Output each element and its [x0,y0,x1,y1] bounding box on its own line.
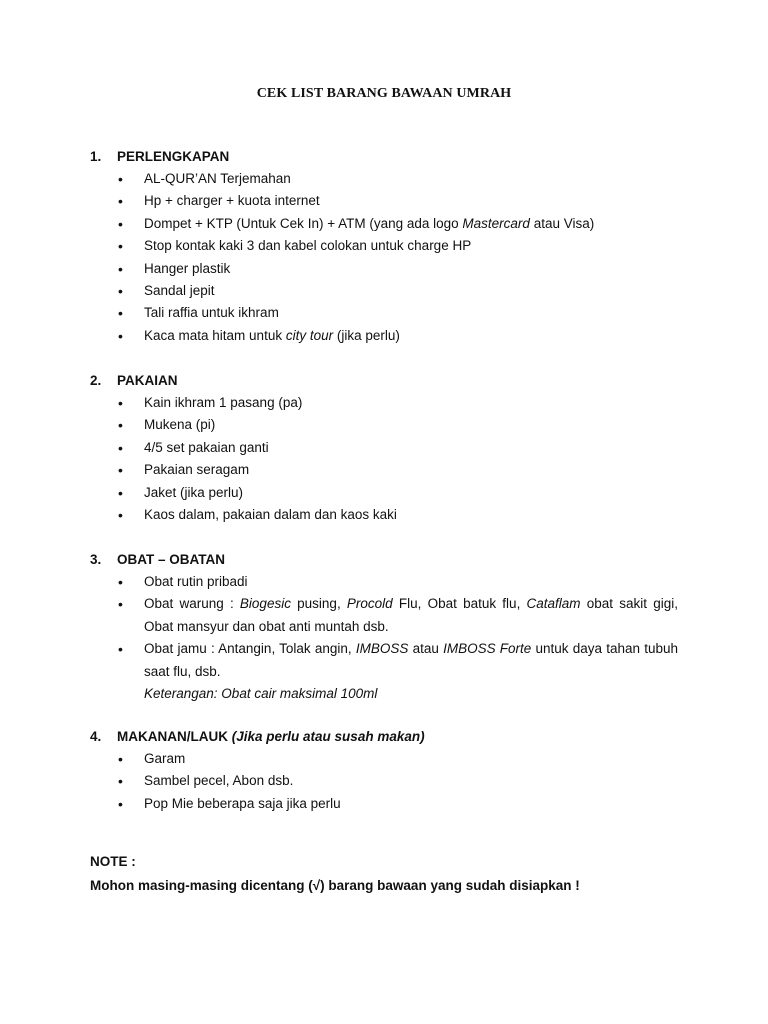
section-title: PERLENGKAPAN [117,149,230,164]
page-title: CEK LIST BARANG BAWAAN UMRAH [256,86,512,101]
item-text-italic: IMBOSS Forte [443,641,532,657]
list-item [90,325,690,347]
section-heading [90,549,690,571]
bullet-icon: • [118,574,123,590]
bullet-icon: • [118,596,123,613]
item-list [90,571,690,705]
list-item [90,414,690,436]
item-text: Dompet + KTP (Untuk Cek In) + ATM (yang ada logo [144,215,463,231]
item-text-italic: Cataflam [526,596,581,612]
bullet-icon: • [118,795,123,812]
list-item [90,168,690,190]
item-text: AL-QUR’AN Terjemahan [144,171,291,186]
section-number: 3. [90,552,102,567]
item-text: Tali raffia untuk ikhram [144,305,279,321]
note-text: Mohon masing-masing dicentang (√) barang bawaan yang sudah disiapkan ! [90,878,580,893]
item-text: Stop kontak kaki 3 dan kabel colokan untuk charge HP [144,238,472,254]
bullet-icon: • [118,283,123,300]
item-text: atau [408,641,444,657]
item-note: Keterangan: Obat cair maksimal 100ml [144,686,378,702]
bullet-icon: • [118,751,123,767]
section-number: 1. [90,149,102,164]
list-item [90,437,690,459]
list-item [90,213,690,235]
item-text: Obat warung : [144,596,240,612]
section-number: 2. [90,373,102,388]
item-text: 4/5 set pakaian ganti [144,439,269,455]
item-text: Mukena (pi) [144,417,216,433]
item-text: atau Visa) [529,215,595,231]
item-text: Pakaian seragam [144,462,250,478]
item-list [90,168,690,347]
item-text: Hp + charger + kuota internet [144,193,320,209]
item-text: pusing, [290,596,347,612]
bullet-icon: • [118,305,123,322]
bullet-icon: • [118,395,123,411]
list-item [90,793,690,815]
item-text: Kaos dalam, pakaian dalam dan kaos kaki [144,507,397,523]
item-text: Kaca mata hitam untuk [144,327,286,343]
list-item [90,638,690,705]
section-heading [90,726,690,748]
section-heading-note: (Jika perlu atau susah makan) [231,729,425,744]
item-text: untuk daya tahan tubuh saat flu, dsb. [144,641,678,679]
section-makanan-lauk [90,726,690,815]
bullet-icon: • [118,260,123,277]
item-text: Hanger plastik [144,260,231,276]
bullet-icon: • [118,773,123,790]
item-text-italic: city tour [285,327,334,343]
section-pakaian [90,370,690,526]
item-text-italic: Mastercard [462,215,530,231]
note-block [90,850,710,898]
bullet-icon: • [118,327,123,344]
list-item [90,280,690,302]
item-text: Flu, Obat batuk flu, [392,596,527,612]
list-item [90,235,690,257]
list-item [90,593,690,638]
bullet-icon: • [118,238,123,255]
list-item [90,504,690,526]
list-item [90,258,690,280]
item-text: Kain ikhram 1 pasang (pa) [144,395,303,410]
bullet-icon: • [118,507,123,524]
bullet-icon: • [118,417,123,434]
item-text-italic: IMBOSS [355,641,409,657]
item-text: Sambel pecel, Abon dsb. [144,773,294,789]
section-number: 4. [90,729,102,744]
list-item [90,392,690,414]
section-perlengkapan [90,146,690,347]
section-heading [90,146,690,168]
list-item [90,748,690,770]
item-text: obat sakit gigi, Obat mansyur dan obat anti muntah dsb. [144,596,678,634]
section-title: PAKAIAN [117,373,178,388]
list-item [90,770,690,792]
item-text-italic: Procold [346,596,393,612]
note-label: NOTE : [90,854,136,869]
list-item [90,459,690,481]
section-title: MAKANAN/LAUK [117,729,228,744]
list-item [90,190,690,212]
item-list [90,748,690,815]
item-text: (jika perlu) [333,327,400,343]
bullet-icon: • [118,193,123,210]
section-title: OBAT – OBATAN [117,552,225,567]
bullet-icon: • [118,484,123,501]
item-text: Jaket (jika perlu) [144,484,244,500]
item-text: Garam [144,751,186,766]
item-text: Obat jamu : Antangin, Tolak angin, [144,641,356,657]
list-item [90,482,690,504]
item-text: Sandal jepit [144,283,215,299]
list-item [90,302,690,324]
bullet-icon: • [118,439,123,456]
item-text-italic: Biogesic [239,596,291,612]
bullet-icon: • [118,215,123,232]
bullet-icon: • [118,641,123,658]
section-heading [90,370,690,392]
item-list [90,392,690,526]
bullet-icon: • [118,462,123,479]
section-obat-obatan [90,549,690,705]
bullet-icon: • [118,171,123,187]
item-text: Pop Mie beberapa saja jika perlu [144,795,341,811]
item-text: Obat rutin pribadi [144,574,248,589]
list-item [90,571,690,593]
